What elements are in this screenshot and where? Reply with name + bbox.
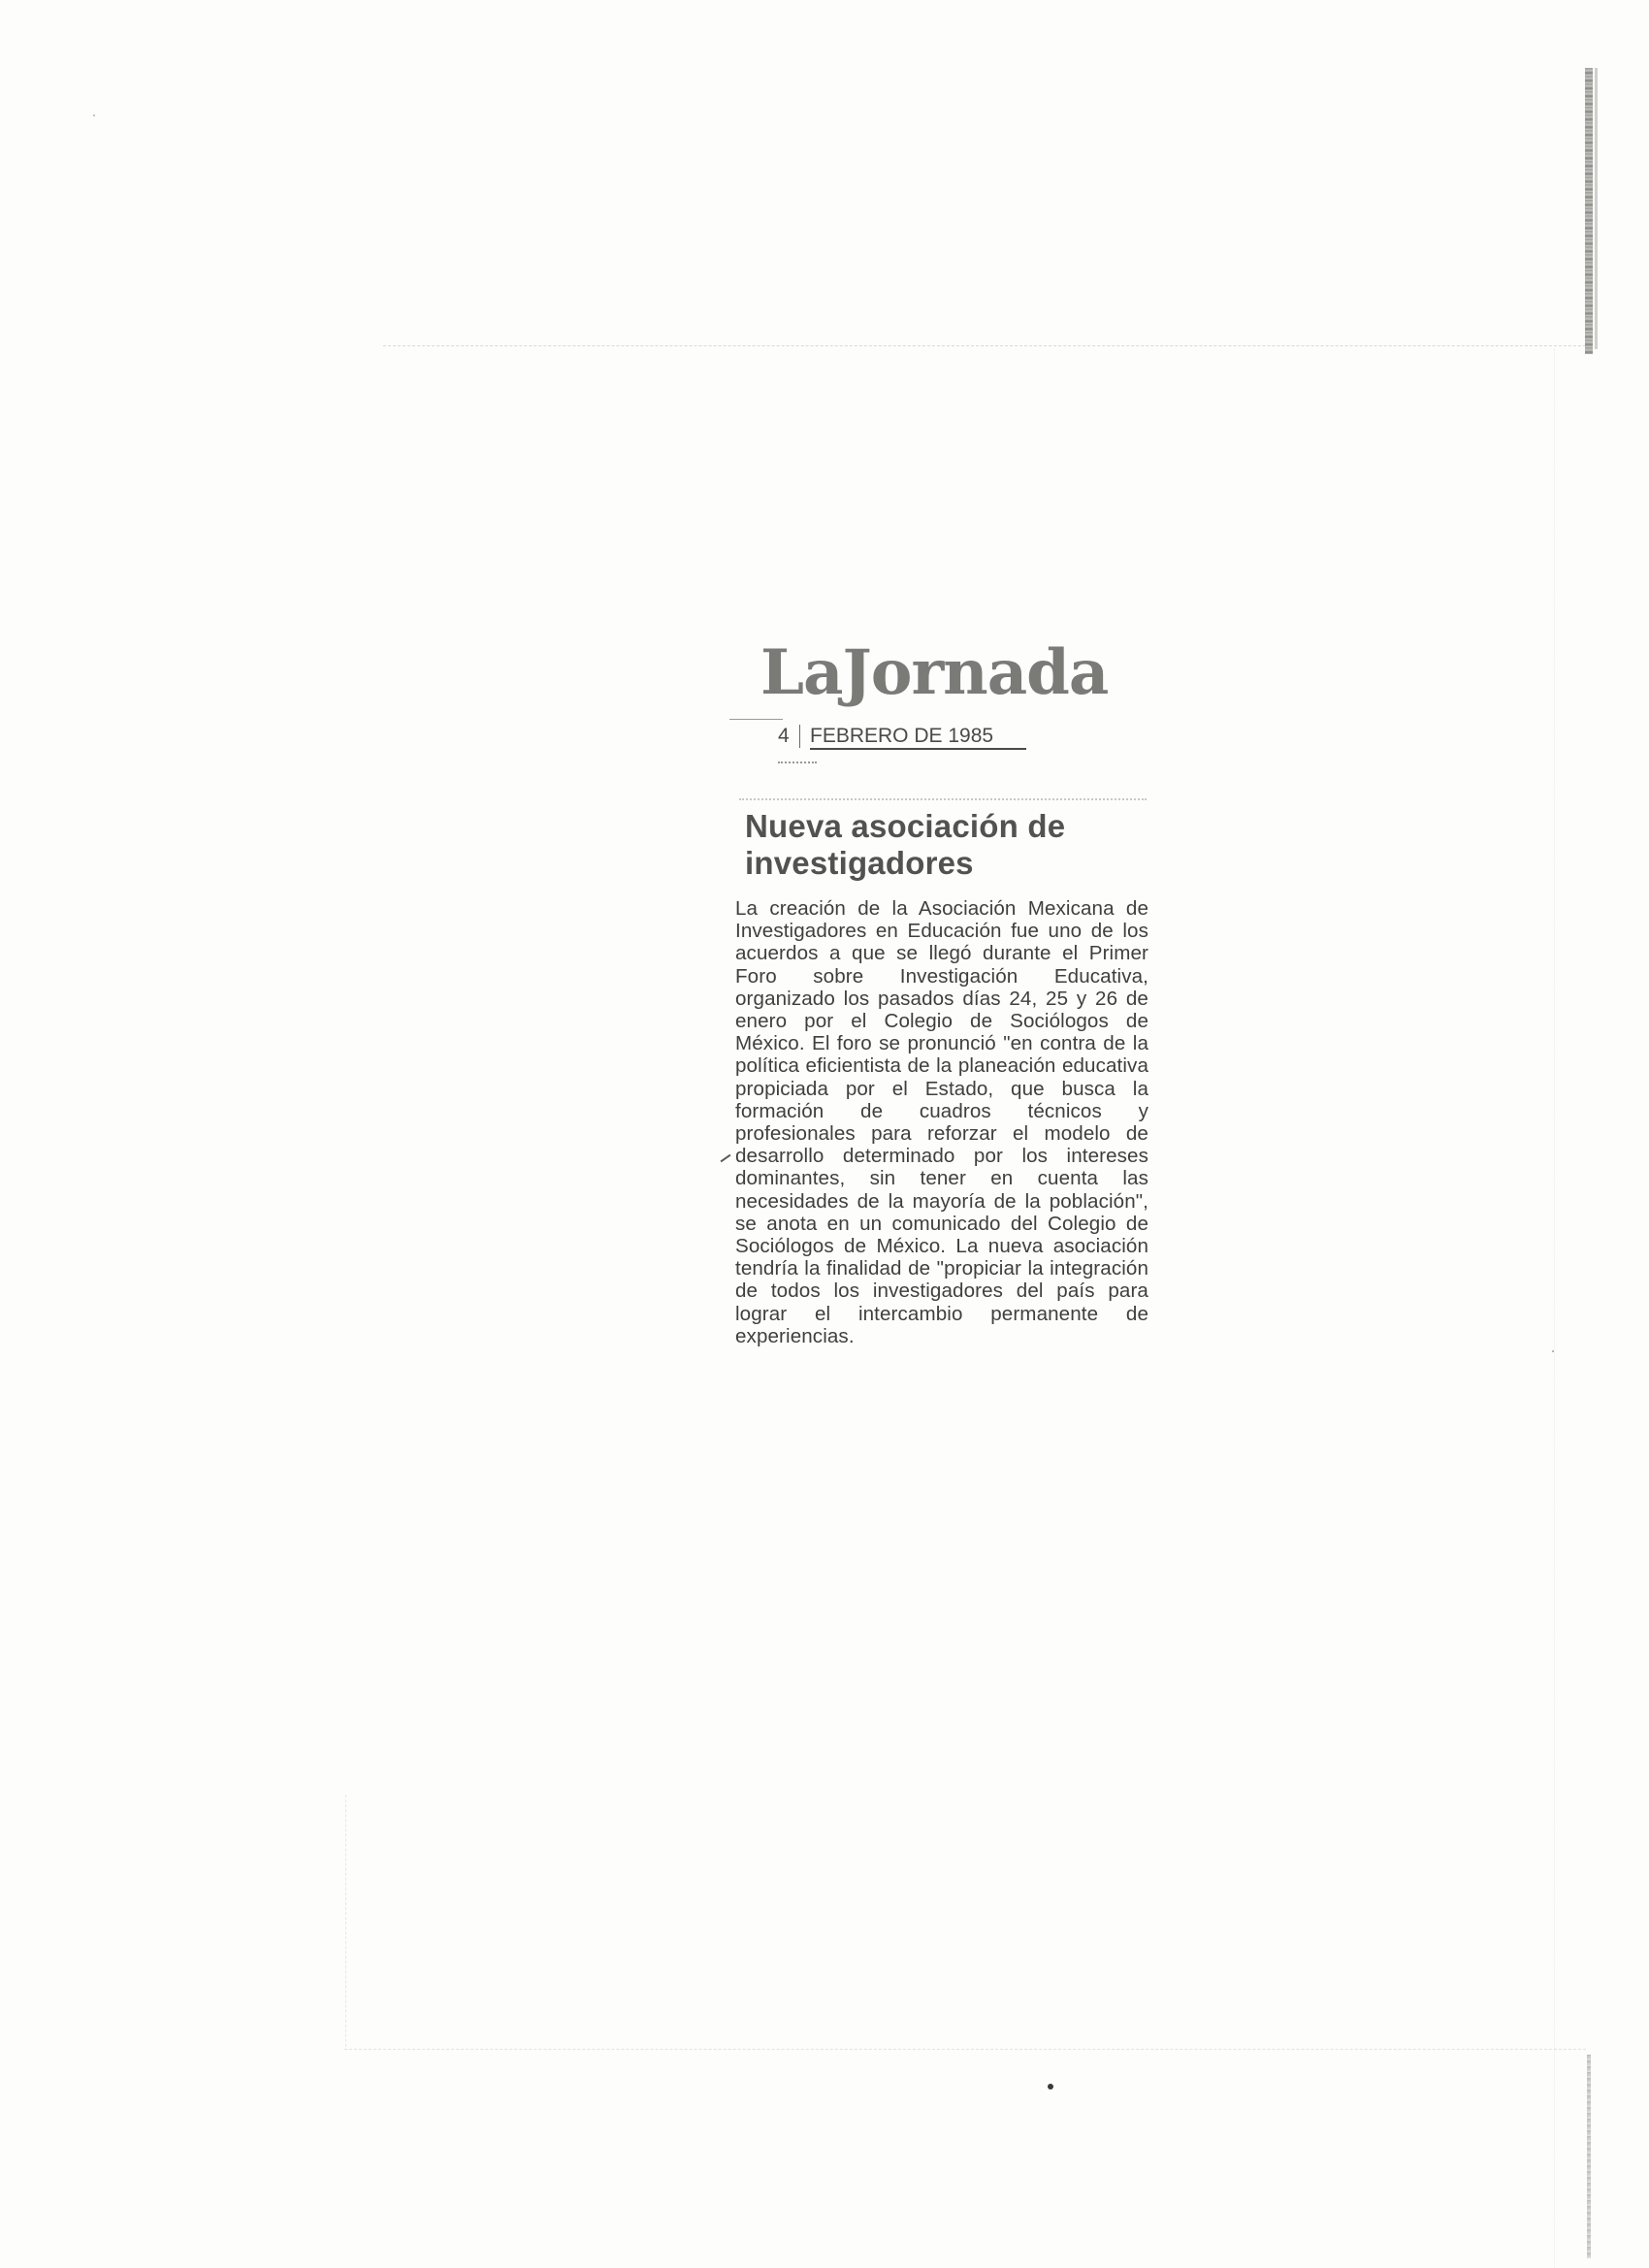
date-day: 4 bbox=[778, 725, 800, 748]
newspaper-masthead: LaJornada bbox=[760, 636, 1109, 709]
dotted-rule bbox=[739, 798, 1147, 800]
binding-strip bbox=[1585, 68, 1593, 354]
date-text: FEBRERO DE 1985 bbox=[810, 725, 1026, 750]
binding-strip-shadow bbox=[1595, 68, 1598, 349]
sheet-edge-bottom bbox=[344, 2049, 1586, 2050]
binding-strip-bottom bbox=[1587, 2055, 1591, 2258]
article-body: La creación de la Asociación Mexicana de Investigadores en Educación fue uno de los acuerdos a que se llegó durante el Primer Foro sobre Investigación Educativa, organizado los pasados días 24, 25 y 26 de enero por el Colegio de Sociólogos de México. El foro se pronunció "en contra de la política eficientista de la planeación educativa propiciada por el Estado, que busca la formación de cuadros técnicos y profesionales para reforzar el modelo de desarrollo determinado por los intereses dominantes, sin tener en cuenta las necesidades de la mayoría de la población", se anota en un comunicado del Colegio de Sociólogos de México. La nueva asociación tendría la finalidad de "propiciar la integración de todos los investigadores del país para lograr el intercambio permanente de experiencias. bbox=[735, 897, 1148, 1347]
scan-speck bbox=[93, 114, 95, 116]
date-rule bbox=[729, 719, 783, 720]
dotted-rule bbox=[778, 761, 817, 763]
sheet-edge-top bbox=[383, 345, 1586, 346]
sheet-edge-left bbox=[345, 1795, 346, 2047]
scan-speck bbox=[1048, 2084, 1053, 2090]
sheet-edge-right bbox=[1554, 349, 1555, 2268]
publication-date bbox=[778, 725, 1026, 750]
article-headline: Nueva asociación de investigadores bbox=[745, 808, 1066, 881]
scan-speck bbox=[1552, 1350, 1554, 1352]
newspaper-clipping bbox=[729, 635, 1156, 1567]
